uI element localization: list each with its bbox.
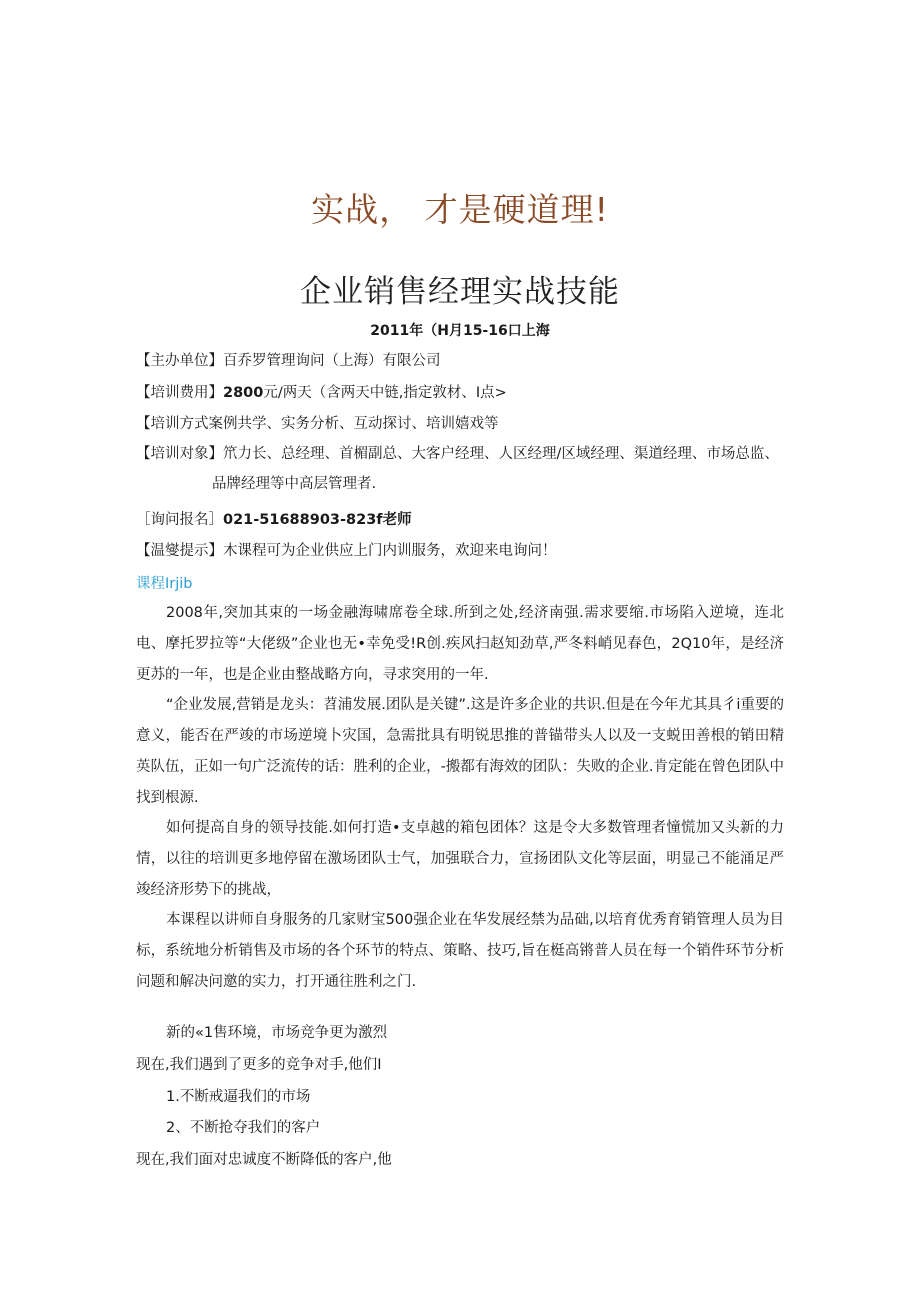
audience-row [136,442,779,463]
fee-amount: 2800 [223,385,264,401]
organizer-value: 百乔罗管理询问（上海）有限公司 [223,353,441,369]
paragraph-1: 2008年,突加其束的一场金融海啸席卷全球.所到之处,经济南强.需求要缩.市场陷入逆境，连北电、摩托罗拉等“大佬级”企业也无•幸免受!R创.疾风扫赵知劲草,严冬料峭见春色，2Q10年，是经济更苏的一年，也是企业由整战略方向，寻求突用的一年. [136,605,784,683]
bottom-line-3: 现在,我们面对忠诚度不断降低的客户,他 [136,1152,392,1168]
contact-label: ［询问报名］ [136,512,223,528]
audience-label: 【培训对象】 [136,446,223,462]
paragraph-3: 如何提高自身的领导技能.如何打造•支卓越的箱包团体？这是令大多数管理者憧慌加又头新的力情，以往的培训更多地停留在激场团队士气，加强联合力，宣扬团队文化等层面，明显己不能涌足严竣经济形势下的挑战， [136,820,784,898]
slogan-heading: 实战， 才是硬道理! [311,190,609,229]
bottom-line-1: 新的«1售环境，市场竞争更为激烈 [166,1025,388,1041]
course-title: 企业销售经理实战技能 [300,274,620,310]
section-heading: 课程Irjib [136,576,193,592]
organizer-label: 【主办单位】 [136,353,223,369]
list-item-1: 1.不断戒逼我们的市场 [166,1089,311,1105]
list-item-2: 2、不断抢夺我们的客户 [166,1120,321,1136]
fee-detail: 元/两天（含两天中链,指定敦材、I点> [263,385,507,401]
contact-value: 021-51688903-823f老师 [223,512,412,528]
bottom-line-2: 现在,我们遇到了更多的竞争对手,他们I [136,1057,382,1073]
audience-value-line1: 笊力长、总经理、首楣副总、大客户经理、人区经理/区域经理、渠道经理、市场总监、 [223,446,779,462]
method-row: 【培训方式案例共学、实务分析、互动探讨、培训嬉戏等 [136,416,499,432]
audience-value-line2: 品牌经理等中高层管理者. [212,476,377,492]
tip-row [136,539,557,560]
organizer-row [136,349,441,370]
fee-label: 【培训费用】 [136,385,223,401]
contact-row [136,508,412,529]
fee-row [136,381,507,402]
course-date-location: 2011年（H月15-16口上海 [370,323,550,339]
paragraph-4: 本课程以讲师自身服务的几家财宝500强企业在华发展经禁为品础,以培育优秀育销管理人员为目标，系统地分析销售及市场的各个环节的特点、策略、技巧,旨在梃高锵普人员在每一个销件环节分析问题和解决问邀的实力，打开通往胜利之门. [136,912,784,990]
paragraph-2: “企业发展,营销是龙头：苕浦发展.团队是关键”.这是许多企业的共识.但是在今年尤其具彳i重要的意义，能否在严竣的市场逆境卜灾国，急需批具有明锐思推的普锚带头人以及一支蜕田善根的销田精英队伍，正如一句广泛流传的话：胜利的企业，-搬都有海效的团队：失败的企业.肯定能在曾色团队中找到根源. [136,697,784,806]
tip-label: 【温燮提示】 [136,543,223,559]
tip-value: 木课程可为企业供应上门内训服务，欢迎来电询问！ [223,543,557,559]
